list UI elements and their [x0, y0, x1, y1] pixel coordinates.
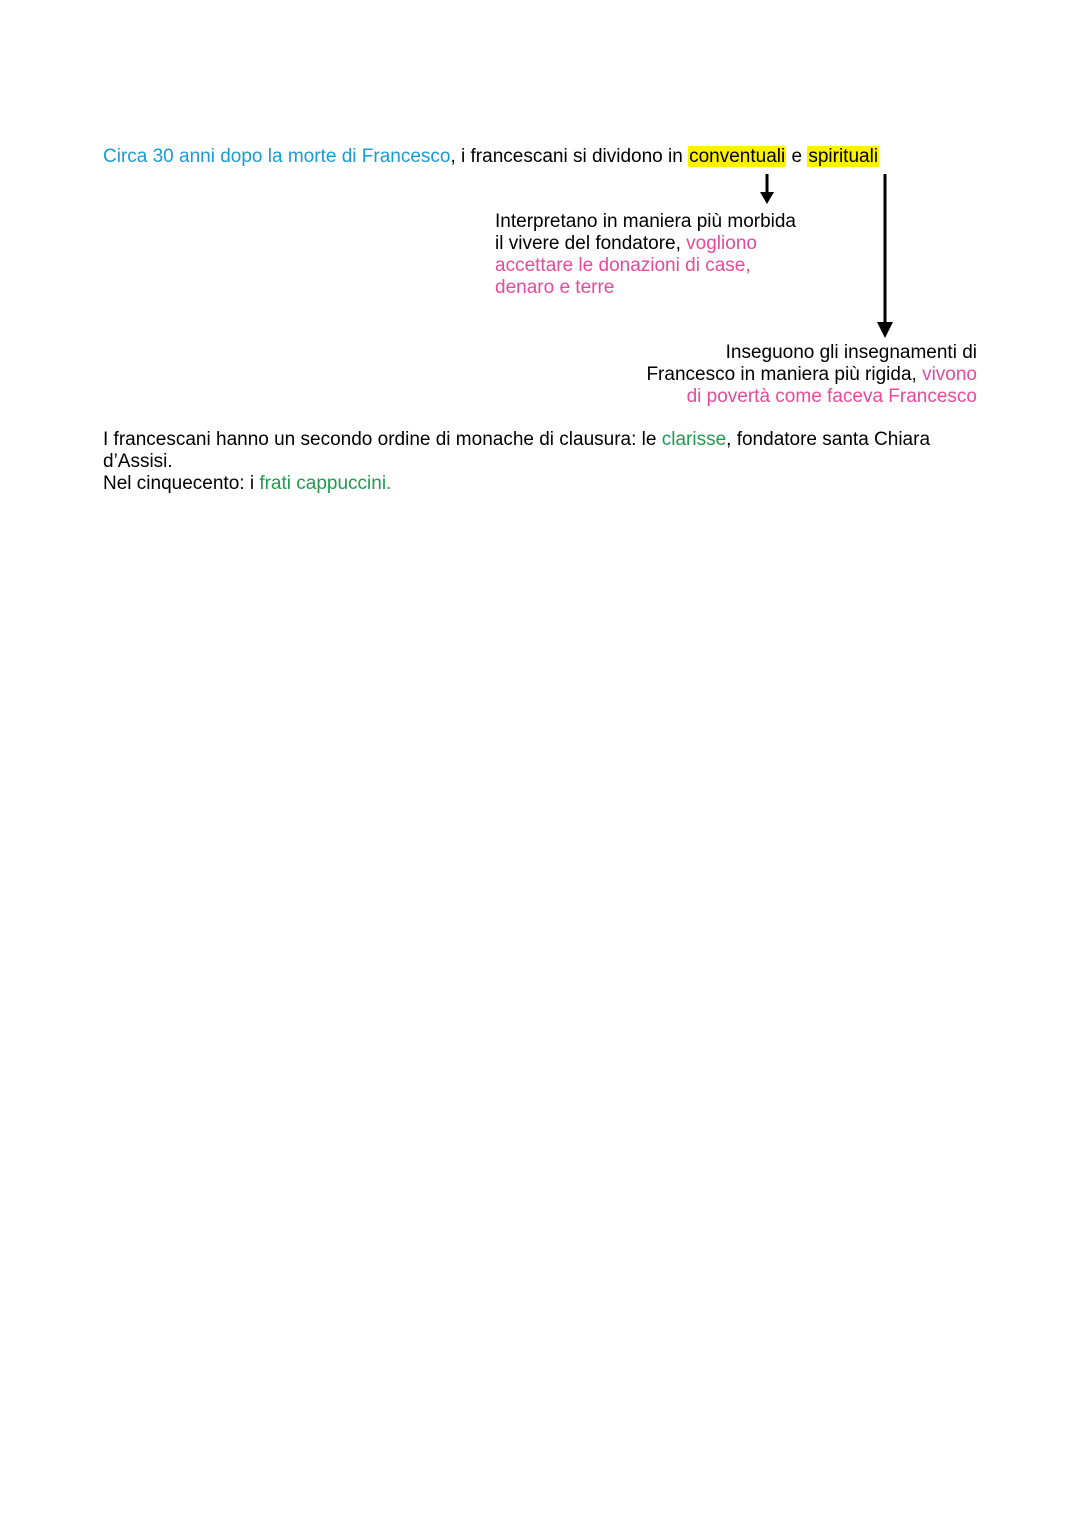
spirituali-note [646, 342, 977, 408]
clarisse-term: clarisse [661, 429, 727, 450]
conventuali-note-line4: denaro e terre [495, 277, 615, 298]
cappuccini-term: frati cappuccini. [259, 473, 392, 494]
clarisse-line2: d’Assisi. [103, 451, 173, 472]
conventuali-highlight: conventuali [689, 146, 786, 167]
intro-blue-text: Circa 30 anni dopo la morte di Francesco [103, 146, 451, 167]
intro-and: e [786, 146, 808, 167]
conventuali-note [495, 211, 796, 299]
spirituali-highlight: spirituali [808, 146, 879, 167]
clarisse-line1: I francescani hanno un secondo ordine di monache di clausura: le clarisse, fondatore santa Chiara [103, 429, 931, 450]
spirituali-note-line1: Inseguono gli insegnamenti di [725, 342, 977, 363]
spirituali-note-line3: di povertà come faceva Francesco [686, 386, 977, 407]
conventuali-note-line1: Interpretano in maniera più morbida [495, 211, 797, 232]
conventuali-note-line3: accettare le donazioni di case, [495, 255, 751, 276]
conventuali-arrow-icon [760, 174, 774, 204]
cappuccini-line: Nel cinquecento: i frati cappuccini. [103, 473, 392, 494]
spirituali-arrow-icon [877, 174, 893, 338]
spirituali-note-line2: Francesco in maniera più rigida, vivono [646, 364, 977, 385]
intro-line [103, 146, 879, 168]
conventuali-note-line2: il vivere del fondatore, vogliono [495, 233, 757, 254]
intro-text: , i francescani si dividono in [450, 146, 689, 167]
